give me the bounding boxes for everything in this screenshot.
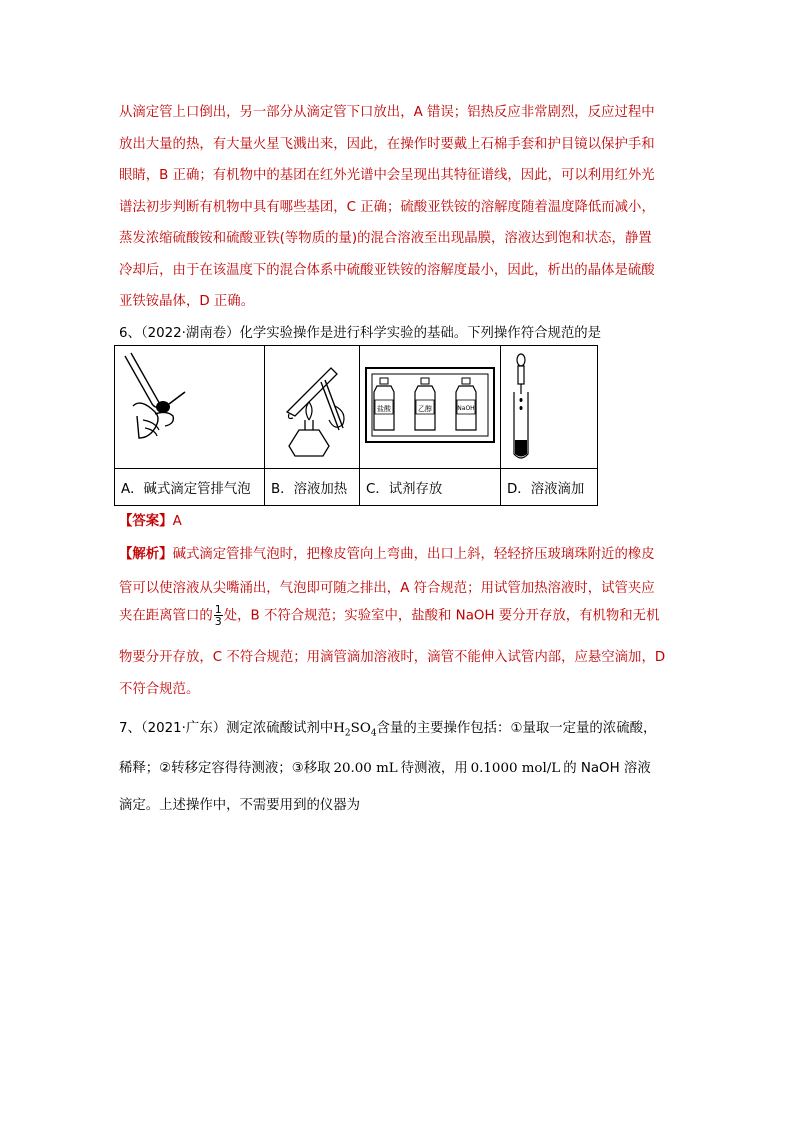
formula-part: H bbox=[333, 721, 345, 736]
formula-subscript: 2 bbox=[344, 728, 351, 739]
analysis-line-4: 物要分开存放，C 不符合规范；用滴管滴加溶液时，滴管不能伸入试管内部，应悬空滴加，D bbox=[119, 650, 666, 665]
test-tube-heating-image bbox=[265, 346, 359, 464]
question-7-line-2 bbox=[119, 757, 651, 776]
analysis-line-2: 管可以使溶液从尖嘴涌出，气泡即可随之排出，A 符合规范；用试管加热溶液时，试管夹应 bbox=[119, 581, 655, 596]
q7-text: 稀释；②转移定容得待测液；③移取 bbox=[119, 761, 331, 776]
volume-value: 20.00 mL bbox=[333, 761, 398, 776]
question-7-line-3: 滴定。上述操作中，不需要用到的仪器为 bbox=[119, 798, 361, 813]
dropper-adding-image bbox=[501, 346, 597, 464]
option-b-label: B．溶液加热 bbox=[265, 469, 360, 506]
analysis-text: 碱式滴定管排气泡时，把橡皮管向上弯曲，出口上斜，轻轻挤压玻璃珠附近的橡皮 bbox=[172, 547, 655, 562]
analysis-text: 处，B 不符合规范；实验室中，盐酸和 NaOH 要分开存放，有机物和无机 bbox=[223, 608, 660, 624]
bottle-label-naoh: NaOH bbox=[457, 405, 475, 412]
analysis-line: 从滴定管上口倒出，另一部分从滴定管下口放出，A 错误；铝热反应非常剧烈，反应过程中 bbox=[119, 105, 655, 120]
fraction-numerator: 1 bbox=[214, 603, 222, 616]
question-6-options-table bbox=[114, 345, 598, 506]
option-c-label: C．试剂存放 bbox=[360, 469, 501, 506]
option-b-image-cell bbox=[265, 346, 360, 469]
q7-text: 7、（2021·广东）测定浓硫酸试剂中 bbox=[119, 721, 334, 736]
analysis-line: 亚铁铵晶体，D 正确。 bbox=[119, 294, 255, 309]
question-7-line-1 bbox=[119, 717, 656, 739]
analysis-line: 谱法初步判断有机物中具有哪些基团，C 正确；硫酸亚铁铵的溶解度随着温度降低而减小， bbox=[119, 199, 655, 215]
analysis-line-1 bbox=[119, 543, 655, 562]
answer-line bbox=[119, 510, 182, 529]
bottle-label-hydrochloric-acid: 盐酸 bbox=[377, 405, 391, 413]
bottle-label-ethanol: 乙醇 bbox=[418, 405, 432, 413]
option-a-label: A．碱式滴定管排气泡 bbox=[115, 469, 265, 506]
analysis-continued bbox=[119, 97, 679, 318]
option-d-image-cell bbox=[501, 346, 598, 469]
formula-part: SO bbox=[350, 721, 371, 736]
option-c-image-cell bbox=[360, 346, 501, 469]
analysis-line: 冷却后，由于在该温度下的混合体系中硫酸亚铁铵的溶解度最小，因此，析出的晶体是硫酸 bbox=[119, 262, 655, 278]
fraction-denominator: 3 bbox=[214, 615, 222, 628]
answer-tag: 【答案】 bbox=[119, 514, 173, 529]
analysis-tag: 【解析】 bbox=[119, 547, 173, 562]
concentration-value: 0.1000 mol/L bbox=[470, 761, 561, 776]
analysis-line: 眼睛，B 正确；有机物中的基团在红外光谱中会呈现出其特征谱线，因此，可以利用红外光 bbox=[119, 168, 655, 183]
q7-text: 待测液，用 bbox=[400, 761, 468, 776]
bottle-1 bbox=[374, 378, 394, 430]
answer-value: A bbox=[172, 514, 182, 529]
formula-h2so4 bbox=[333, 721, 377, 739]
burette-bubble-removal-image bbox=[115, 346, 264, 464]
option-a-image-cell bbox=[115, 346, 265, 469]
analysis-line: 蒸发浓缩硫酸铵和硫酸亚铁(等物质的量)的混合溶液至出现晶膜，溶液达到饱和状态，静置 bbox=[119, 231, 652, 246]
fraction-one-third bbox=[214, 604, 223, 627]
bottle-3 bbox=[456, 378, 476, 430]
bottle-2 bbox=[415, 378, 435, 430]
reagent-storage-image bbox=[360, 346, 500, 464]
formula-subscript: 4 bbox=[370, 728, 377, 739]
analysis-line: 放出大量的热，有大量火星飞溅出来，因此，在操作时要戴上石棉手套和护目镜以保护手和 bbox=[119, 136, 655, 152]
analysis-line-5: 不符合规范。 bbox=[119, 682, 200, 697]
question-6-stem: 6、（2022·湖南卷）化学实验操作是进行科学实验的基础。下列操作符合规范的是 bbox=[119, 326, 602, 341]
q7-text: 的 NaOH 溶液 bbox=[563, 761, 651, 776]
analysis-line-3 bbox=[119, 604, 659, 627]
q7-text: 含量的主要操作包括：①量取一定量的浓硫酸， bbox=[376, 721, 657, 736]
analysis-text: 夹在距离管口的 bbox=[119, 608, 213, 624]
option-d-label: D．溶液滴加 bbox=[501, 469, 598, 506]
